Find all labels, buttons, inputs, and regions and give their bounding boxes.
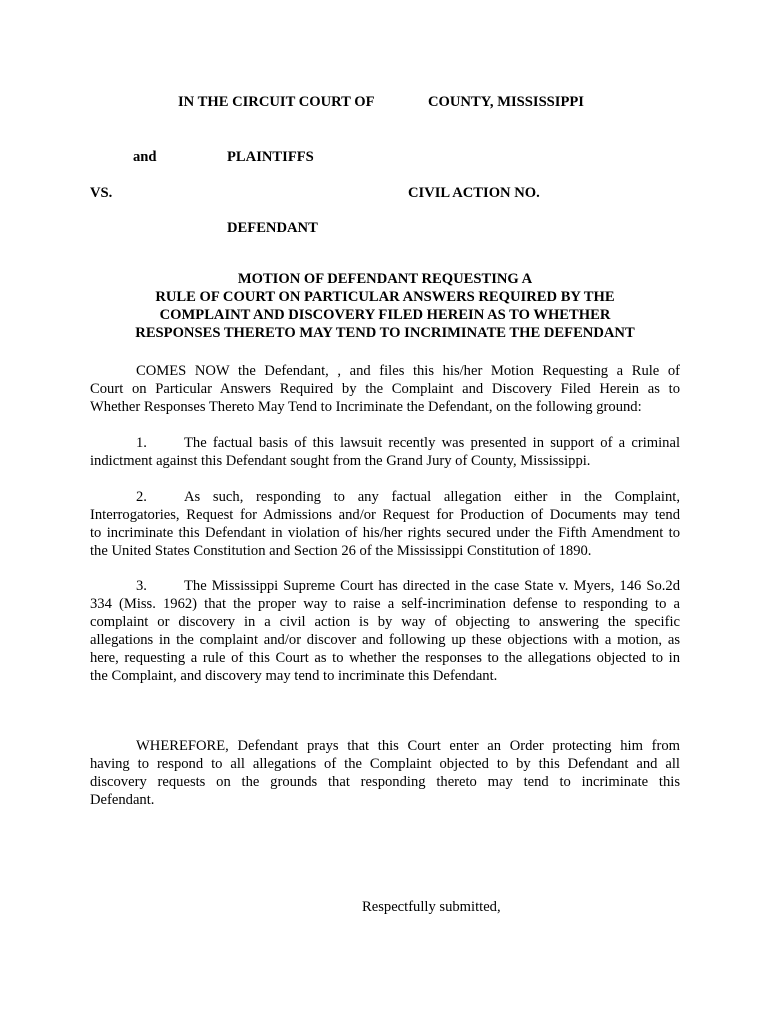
closing-text: Respectfully submitted, — [362, 899, 501, 915]
paragraph-line: complaint or discovery in a civil action is by way of objecting to answering the specific — [90, 614, 680, 630]
paragraph-line: WHEREFORE, Defendant prays that this Court enter an Order protecting him from — [136, 738, 680, 754]
title-line: COMPLAINT AND DISCOVERY FILED HEREIN AS TO WHETHER — [159, 307, 611, 323]
paragraph-number: 1. — [136, 435, 147, 451]
paragraph-line: the Complaint, and discovery may tend to incriminate this Defendant. — [90, 668, 498, 684]
court-heading: IN THE CIRCUIT COURT OF — [178, 94, 375, 110]
plaintiffs-label: PLAINTIFFS — [227, 149, 314, 165]
motion-title — [90, 270, 680, 342]
paragraph-line: indictment against this Defendant sought from the Grand Jury of County, Mississippi. — [90, 453, 591, 469]
paragraph-line: COMES NOW the Defendant, , and files this his/her Motion Requesting a Rule of — [136, 363, 680, 379]
paragraph-line: to incriminate this Defendant in violation of his/her rights secured under the Fifth Amendment to — [90, 525, 680, 541]
numbered-paragraph-2 — [90, 488, 680, 560]
title-line: RESPONSES THERETO MAY TEND TO INCRIMINATE THE DEFENDANT — [135, 325, 635, 341]
numbered-paragraph-3 — [90, 577, 680, 685]
civil-action-label: CIVIL ACTION NO. — [408, 185, 540, 201]
paragraph-line: here, requesting a rule of this Court as to whether the responses to the allegations objected to in — [90, 650, 680, 666]
paragraph-line: Interrogatories, Request for Admissions and/or Request for Production of Documents may tend — [90, 507, 680, 523]
defendant-label: DEFENDANT — [227, 220, 318, 236]
paragraph-line: Whether Responses Thereto May Tend to Incriminate the Defendant, on the following ground: — [90, 399, 642, 415]
paragraph-line: having to respond to all allegations of the Complaint objected to by this Defendant and all — [90, 756, 680, 772]
paragraph-number: 2. — [136, 489, 147, 505]
vs-label: VS. — [90, 185, 113, 201]
and-label: and — [133, 149, 157, 165]
paragraph-line: The Mississippi Supreme Court has directed in the case State v. Myers, 146 So.2d — [184, 578, 680, 594]
wherefore-paragraph — [90, 737, 680, 809]
paragraph-line: Court on Particular Answers Required by the Complaint and Discovery Filed Herein as to — [90, 381, 680, 397]
paragraph-line: allegations in the complaint and/or discover and following up these objections with a motion, as — [90, 632, 680, 648]
paragraph-line: the United States Constitution and Section 26 of the Mississippi Constitution of 1890. — [90, 543, 592, 559]
paragraph-number: 3. — [136, 578, 147, 594]
paragraph-line: The factual basis of this lawsuit recently was presented in support of a criminal — [184, 435, 680, 451]
title-line: RULE OF COURT ON PARTICULAR ANSWERS REQUIRED BY THE — [155, 289, 615, 305]
county-heading: COUNTY, MISSISSIPPI — [428, 94, 584, 110]
paragraph-line: As such, responding to any factual allegation either in the Complaint, — [184, 489, 680, 505]
numbered-paragraph-1 — [90, 434, 680, 470]
paragraph-line: Defendant. — [90, 792, 155, 808]
title-line: MOTION OF DEFENDANT REQUESTING A — [237, 271, 533, 287]
paragraph-line: 334 (Miss. 1962) that the proper way to raise a self-incrimination defense to responding to a — [90, 596, 680, 612]
paragraph-line: discovery requests on the grounds that responding thereto may tend to incriminate this — [90, 774, 680, 790]
intro-paragraph — [90, 362, 680, 416]
